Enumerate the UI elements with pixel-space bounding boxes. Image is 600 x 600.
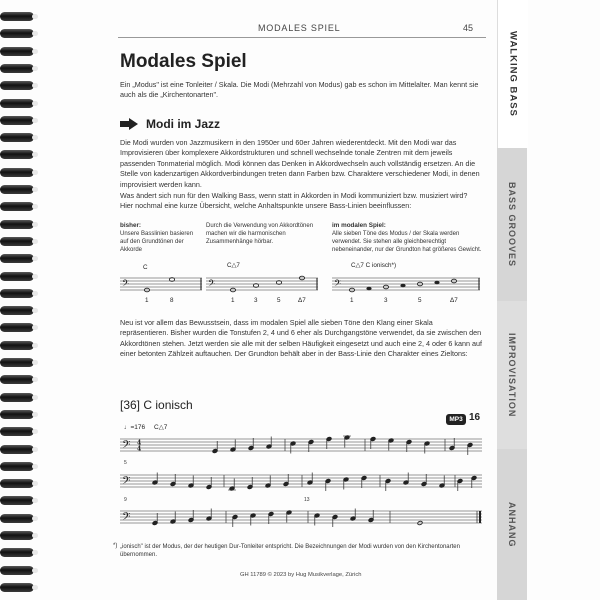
spiral-coil	[0, 99, 34, 108]
music-note	[388, 438, 394, 450]
spiral-coil	[0, 168, 34, 177]
mp3-badge[interactable]: MP3	[446, 414, 466, 425]
music-note	[188, 476, 194, 488]
spiral-coil	[0, 393, 34, 402]
music-note	[206, 477, 212, 489]
svg-text:𝄢: 𝄢	[122, 475, 131, 490]
tab-walking-bass[interactable]	[497, 0, 528, 148]
arrow-right-icon	[120, 118, 138, 130]
svg-text:𝄢: 𝄢	[122, 511, 131, 526]
music-note	[471, 476, 477, 488]
spiral-coil	[0, 583, 34, 592]
chord-symbol: C	[143, 264, 148, 271]
measure-number: 5	[124, 460, 127, 466]
music-note	[206, 509, 212, 521]
spiral-coil	[0, 47, 34, 56]
music-note	[286, 510, 292, 522]
example-text: Durch die Verwendung von Akkordtönen machen wir die harmonischen Zusammenhänge hörbar.	[206, 223, 314, 245]
spiral-coil	[0, 566, 34, 575]
example-modal	[332, 222, 482, 254]
music-note	[228, 479, 236, 491]
spiral-coil	[0, 548, 34, 557]
music-note	[250, 513, 256, 525]
music-staff-line-1	[120, 434, 482, 456]
spiral-coil	[0, 496, 34, 505]
spiral-coil	[0, 410, 34, 419]
degree-label: 5	[418, 297, 422, 304]
svg-text:4: 4	[137, 445, 142, 453]
music-note	[370, 437, 376, 449]
music-note	[212, 441, 218, 453]
music-note	[385, 479, 391, 491]
chord-symbol: C△7	[154, 424, 168, 431]
spiral-coil	[0, 133, 34, 142]
body-paragraph: Was ändert sich nun für den Walking Bass, wenn statt in Akkorden in Modi kommuniziert bzw. musiziert wird? Hier nochmal eine kurze Übersicht, welche Anhaltspunkte unsere Bass-Linien beeinflussen:	[120, 191, 468, 211]
example-text: Alle sieben Töne des Modus / der Skala werden verwendet. Sie stehen alle gleichberechtigt nebeneinander, nur der Grundton hat größeres Gewicht.	[332, 231, 482, 253]
music-note	[188, 510, 194, 522]
degree-label: 1	[231, 297, 235, 304]
example-staff-2	[206, 276, 318, 292]
body-paragraph: Neu ist vor allem das Bewusstsein, dass im modalen Spiel alle sieben Töne den Klang einer Skala repräsentieren. Bisher wurden die Tonstufen 2, 4 und 6 eher als Durchgangstöne verwendet, da sie zwischen den Akkordtönen stehen. Jetzt werden sie alle mit der selben Häufigkeit eingesetzt und auch eine 2, 4 oder 6 kann auf einer betonten Zählzeit auftauchen. Der Grundton behält aber in der Bass-Linie den Charakter eines Zieltons:	[120, 318, 482, 359]
music-note	[152, 473, 158, 485]
measure-number: 9	[124, 497, 127, 503]
tab-label: IMPROVISATION	[507, 332, 517, 418]
spiral-coil	[0, 358, 34, 367]
music-note	[350, 509, 356, 521]
spiral-coil	[0, 29, 34, 38]
music-note	[325, 479, 331, 491]
tab-label: WALKING BASS	[507, 31, 519, 117]
svg-text:𝄢: 𝄢	[122, 439, 131, 454]
example-staff-3	[332, 276, 480, 292]
degree-label: 1	[145, 297, 149, 304]
tempo-marking: ♩=176	[124, 424, 146, 431]
page-title: Modales Spiel	[120, 51, 247, 72]
music-note	[361, 476, 367, 488]
spiral-coil	[0, 116, 34, 125]
spiral-coil	[0, 427, 34, 436]
music-note	[170, 512, 176, 524]
music-note	[307, 473, 313, 485]
tab-bass-grooves[interactable]	[497, 148, 527, 301]
tab-label: ANHANG	[507, 501, 517, 548]
spiral-coil	[0, 375, 34, 384]
music-note	[439, 476, 445, 488]
music-note	[406, 440, 412, 452]
spiral-coil	[0, 445, 34, 454]
music-staff-line-3	[120, 506, 482, 528]
music-note	[152, 513, 158, 525]
svg-text:4: 4	[137, 439, 142, 447]
music-note	[266, 437, 272, 449]
spiral-coil	[0, 306, 34, 315]
music-note	[290, 441, 296, 453]
music-note	[457, 479, 463, 491]
example-text: Unsere Basslinien basieren auf den Grundtönen der Akkorde	[120, 231, 194, 253]
music-note	[247, 477, 253, 489]
page-number: 45	[463, 23, 474, 33]
measure-number: 13	[304, 497, 310, 503]
svg-text:𝄢: 𝄢	[122, 278, 130, 291]
track-number: 16	[469, 412, 481, 423]
spiral-coil	[0, 220, 34, 229]
header-divider	[118, 37, 486, 38]
spiral-coil	[0, 272, 34, 281]
music-note	[314, 513, 320, 525]
degree-label: 8	[170, 297, 174, 304]
music-note	[403, 473, 409, 485]
copyright-footer: GH 11789 © 2023 by Hug Musikverlage, Zürich	[240, 572, 362, 578]
degree-label: 3	[254, 297, 258, 304]
music-note	[248, 438, 254, 450]
svg-text:𝄢: 𝄢	[208, 278, 216, 291]
music-note	[467, 443, 473, 455]
running-header: MODALES SPIEL	[258, 23, 341, 33]
music-note	[424, 441, 430, 453]
music-note	[232, 515, 238, 527]
body-paragraph: Die Modi wurden von Jazzmusikern in den 1950er und 60er Jahren wiederentdeckt. Mit den Modi war das Improvisieren über komplexere Akkordstrukturen und schnell wechselnde tonale Zentren mit dem jeweils passenden Tonmaterial möglich. Modi können das Denken in Akkordwechseln auch vollständig ersetzen. An die Stelle von kadenzartigen Akkordverbindungen treten dann Farben bzw. Charaktere verschiedener Modi, in denen improvisiert werden kann.	[120, 138, 480, 189]
music-note	[343, 477, 349, 489]
spiral-coil	[0, 237, 34, 246]
spiral-binding	[0, 0, 40, 600]
tab-anhang[interactable]	[497, 449, 527, 600]
spiral-coil	[0, 202, 34, 211]
music-staff-line-2	[120, 470, 482, 492]
spiral-coil	[0, 254, 34, 263]
degree-label: 1	[350, 297, 354, 304]
spiral-coil	[0, 479, 34, 488]
spiral-coil	[0, 341, 34, 350]
music-note	[268, 512, 274, 524]
music-note	[283, 474, 289, 486]
degree-label: 5	[277, 297, 281, 304]
spiral-coil	[0, 81, 34, 90]
tab-improvisation[interactable]	[497, 301, 527, 449]
music-note	[368, 510, 374, 522]
section-heading	[120, 117, 220, 131]
spiral-coil	[0, 531, 34, 540]
spiral-coil	[0, 323, 34, 332]
spiral-coil	[0, 514, 34, 523]
example-staff-1	[120, 276, 202, 292]
svg-text:𝄢: 𝄢	[334, 278, 342, 291]
example-bisher	[120, 222, 200, 254]
degree-label: Δ7	[450, 297, 458, 304]
degree-label: Δ7	[298, 297, 306, 304]
example-heading: im modalen Spiel:	[332, 222, 386, 229]
tab-label: BASS GROOVES	[507, 181, 517, 267]
exercise-title: [36] C ionisch	[120, 398, 193, 412]
music-note	[326, 437, 332, 449]
music-note	[332, 515, 338, 527]
intro-paragraph: Ein „Modus" ist eine Tonleiter / Skala. Die Modi (Mehrzahl von Modus) gab es schon im Mittelalter. Man kennt sie auch als die „Kirchentonarten".	[120, 80, 479, 100]
spiral-coil	[0, 12, 34, 21]
degree-label: 3	[384, 297, 388, 304]
footnote: „ionisch" ist der Modus, der der heutigen Dur-Tonleiter entspricht. Die Bezeichnungen der Modi wurden von den Kirchentonarten übernommen.	[120, 544, 460, 558]
footnote-mark: *)	[113, 543, 118, 549]
music-note	[308, 440, 314, 452]
section-title: Modi im Jazz	[146, 117, 221, 131]
music-note	[343, 435, 351, 447]
spiral-coil	[0, 150, 34, 159]
example-chord-tones	[206, 222, 326, 246]
music-note	[421, 474, 427, 486]
spiral-coil	[0, 64, 34, 73]
chord-symbol: C△7 C ionisch*)	[351, 262, 397, 269]
music-note	[230, 440, 236, 452]
music-note	[265, 476, 271, 488]
example-heading: bisher:	[120, 222, 141, 229]
music-note	[449, 438, 455, 450]
spiral-coil	[0, 289, 34, 298]
music-note	[170, 474, 176, 486]
spiral-coil	[0, 462, 34, 471]
chord-symbol: C△7	[227, 262, 240, 269]
spiral-coil	[0, 185, 34, 194]
